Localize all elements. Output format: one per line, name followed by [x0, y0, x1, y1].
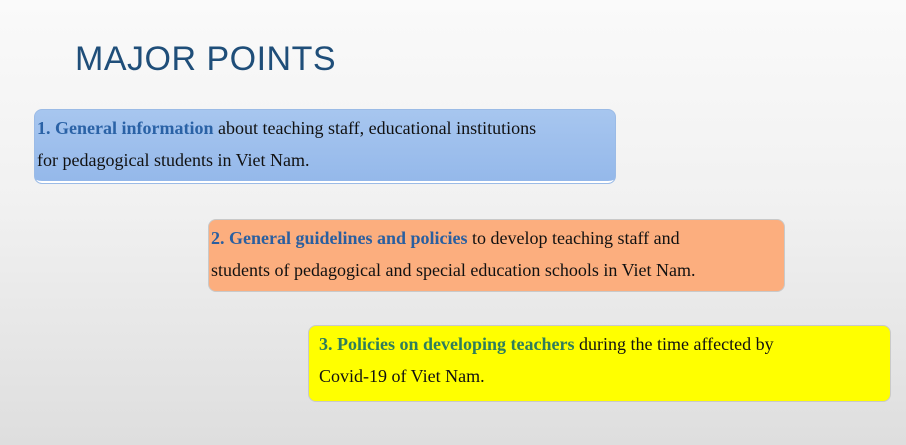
- point-lead: 2. General guidelines and policies: [211, 228, 468, 248]
- point-text-line-2: students of pedagogical and special education schools in Viet Nam.: [211, 260, 696, 280]
- point-box-developing-teachers: [308, 325, 891, 402]
- point-box-general-information: [34, 109, 616, 184]
- slide-title: MAJOR POINTS: [75, 40, 337, 78]
- point-text-line-1: to develop teaching staff and: [467, 228, 680, 248]
- point-lead: 3. Policies on developing teachers: [319, 334, 575, 354]
- point-text-line-1: about teaching staff, educational institutions: [213, 118, 537, 138]
- point-text-line-2: Covid-19 of Viet Nam.: [319, 366, 485, 386]
- point-lead: 1. General information: [37, 118, 214, 138]
- point-text-line-2: for pedagogical students in Viet Nam.: [37, 150, 310, 170]
- point-text-line-1: during the time affected by: [574, 334, 774, 354]
- point-box-guidelines-policies: [208, 219, 785, 292]
